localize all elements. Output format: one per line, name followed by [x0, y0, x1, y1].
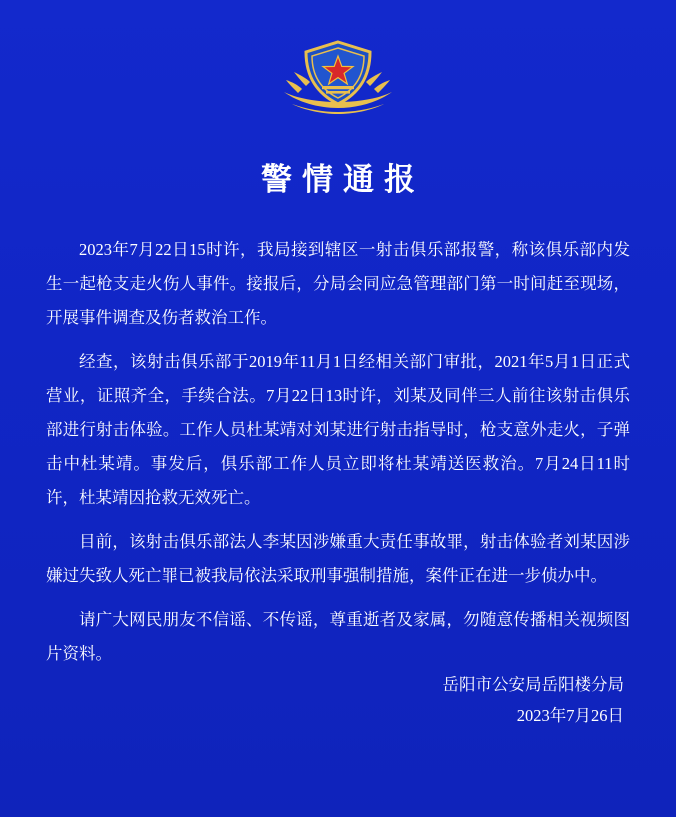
signature-date: 2023年7月26日 — [516, 706, 624, 725]
paragraph-4: 请广大网民朋友不信谣、不传谣，尊重逝者及家属，勿随意传播相关视频图片资料。 — [46, 610, 630, 663]
signature-issuer: 岳阳市公安局岳阳楼分局 — [442, 675, 624, 694]
signature-block — [443, 669, 625, 731]
notice-body — [46, 233, 630, 671]
page-title: 警情通报 — [261, 162, 425, 197]
emblem-container — [0, 0, 676, 128]
paragraph-3: 目前，该射击俱乐部法人李某因涉嫌重大责任事故罪，射击体验者刘某因涉嫌过失致人死亡罪已被我局依法采取刑事强制措施，案件正在进一步侦办中。 — [46, 532, 630, 585]
paragraph-2: 经查，该射击俱乐部于2019年11月1日经相关部门审批，2021年5月1日正式营业，证照齐全，手续合法。7月22日13时许，刘某及同伴三人前往该射击俱乐部进行射击体验。工作人员杜某靖对刘某进行射击指导时，枪支意外走火，子弹击中杜某靖。事发后，俱乐部工作人员立即将杜某靖送医救治。7月24日11时许，杜某靖因抢救无效死亡。 — [46, 352, 630, 507]
paragraph-1: 2023年7月22日15时许，我局接到辖区一射击俱乐部报警，称该俱乐部内发生一起枪支走火伤人事件。接报后，分局会同应急管理部门第一时间赶至现场，开展事件调查及伤者救治工作。 — [46, 240, 630, 327]
china-police-emblem-icon — [278, 36, 398, 128]
